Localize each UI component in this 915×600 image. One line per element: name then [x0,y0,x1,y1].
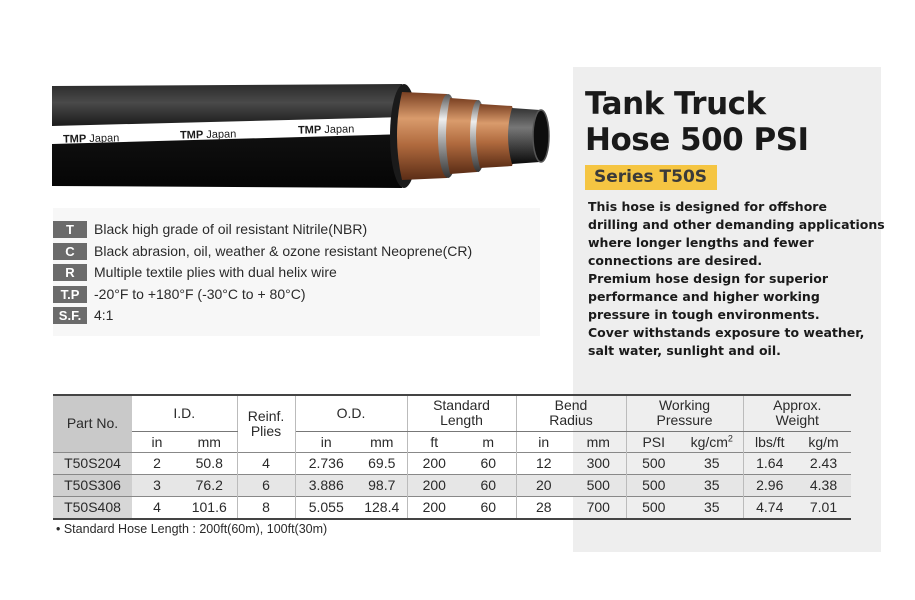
spec-row-safety-factor [53,306,113,324]
header-id: I.D. [132,395,237,431]
hose-brand-label-2: TMP Japan [179,128,237,142]
hose-brand-label-1: TMP Japan [62,132,120,146]
unit-id-mm: mm [182,431,237,452]
header-part-no: Part No. [53,395,132,452]
table-cell: 101.6 [182,496,237,519]
table-cell: 4.74 [743,496,796,519]
table-cell: 200 [407,474,461,496]
table-cell: 4 [237,452,295,474]
unit-len-m: m [461,431,516,452]
table-cell: 7.01 [796,496,851,519]
unit-id-in: in [151,433,163,450]
spec-row-reinforcement [53,263,337,281]
table-cell: 60 [461,496,516,519]
table-cell: 50.8 [182,452,237,474]
spec-text: -20°F to +180°F (-30°C to + 80°C) [94,286,306,302]
table-cell: 1.64 [743,452,796,474]
spec-text: Multiple textile plies with dual helix wire [94,264,337,280]
unit-kgcm: $kg/cm^2$ [681,431,743,452]
table-cell: 2.736 [295,452,357,474]
unit-psi: PSI [642,433,666,450]
spec-table [53,394,851,520]
table-row [53,452,851,474]
table-row [53,474,851,496]
table-cell: 5.055 [295,496,357,519]
table-cell: 12 [516,452,571,474]
table-cell: 2.96 [743,474,796,496]
table-cell: 300 [571,452,626,474]
unit-kgm: kg/m [808,433,839,450]
header-plies: Reinf. Plies [237,395,295,452]
page-title: Tank Truck Hose 500 PSI [585,86,809,158]
table-cell: 500 [626,474,681,496]
table-cell: 28 [516,496,571,519]
table-cell: 35 [681,452,743,474]
table-cell: 2.43 [796,452,851,474]
table-cell: 8 [237,496,295,519]
product-description: This hose is designed for offshore drilling and other demanding applications where longer lengths and fewer connections are desired. Premium hose design for superior performance and higher working pressure in tough environments. Cover withstands exposure to weather, salt water, sunlight and oil. [588,199,885,358]
table-cell: 3 [132,474,182,496]
header-od: O.D. [295,395,407,431]
table-cell: 500 [571,474,626,496]
spec-text: Black abrasion, oil, weather & ozone resistant Neoprene(CR) [94,243,473,259]
table-cell: 35 [681,496,743,519]
hose-brand-label-3: TMP Japan [297,123,355,137]
cell-part-no: T50S408 [53,496,132,519]
spec-row-tube [53,220,367,238]
table-cell: 200 [407,452,461,474]
spec-tag: C [53,243,87,260]
table-row [53,496,851,519]
spec-tag: T.P [53,286,87,303]
table-cell: 60 [461,474,516,496]
spec-tag: R [53,264,87,281]
footnote: • Standard Hose Length : 200ft(60m), 100ft(30m) [56,522,328,536]
spec-text: 4:1 [94,307,114,323]
header-bend-radius: Bend Radius [516,395,626,431]
table-cell: 6 [237,474,295,496]
header-weight: Approx. Weight [743,395,851,431]
table-cell: 20 [516,474,571,496]
spec-tag: T [53,221,87,238]
cell-part-no: T50S204 [53,452,132,474]
unit-lbsft: lbs/ft [754,433,785,450]
unit-od-mm: mm [357,431,407,452]
table-cell: 200 [407,496,461,519]
table-cell: 700 [571,496,626,519]
table-cell: 69.5 [357,452,407,474]
unit-bend-in: in [538,433,550,450]
table-cell: 60 [461,452,516,474]
table-cell: 500 [626,452,681,474]
table-cell: 35 [681,474,743,496]
spec-text: Black high grade of oil resistant Nitrile(NBR) [94,221,368,237]
cell-part-no: T50S306 [53,474,132,496]
table-cell: 500 [626,496,681,519]
series-badge: Series T50S [585,165,717,190]
spec-row-cover [53,242,472,260]
table-cell: 3.886 [295,474,357,496]
unit-od-in: in [320,433,332,450]
table-cell: 98.7 [357,474,407,496]
spec-row-temperature [53,285,305,303]
table-cell: 4 [132,496,182,519]
header-length: Standard Length [407,395,516,431]
table-cell: 76.2 [182,474,237,496]
spec-tag: S.F. [53,307,87,324]
table-cell: 128.4 [357,496,407,519]
unit-bend-mm: mm [571,431,626,452]
header-working-pressure: Working Pressure [626,395,743,431]
table-cell: 4.38 [796,474,851,496]
unit-len-ft: ft [430,433,439,450]
table-cell: 2 [132,452,182,474]
